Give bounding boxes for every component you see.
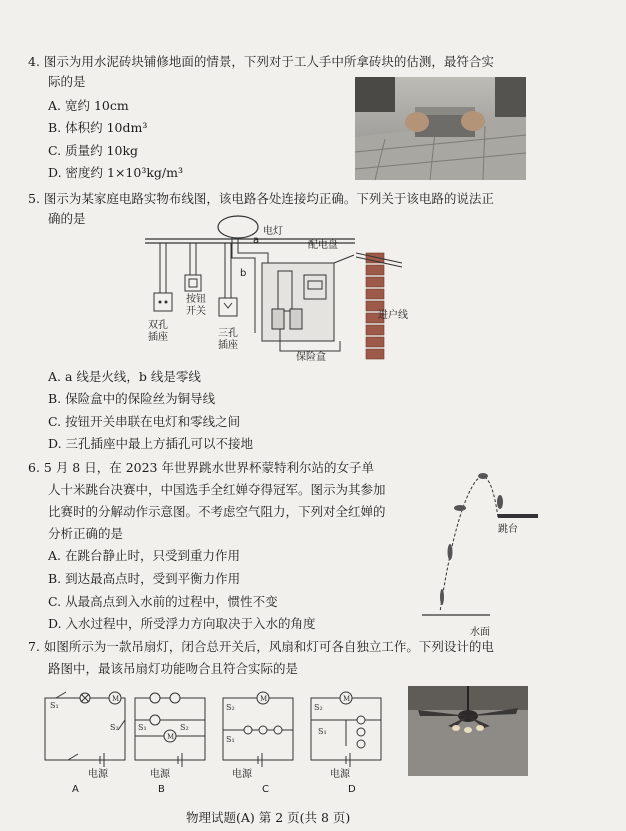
q7-circuit-b-letter: B (158, 784, 165, 795)
svg-text:M: M (112, 695, 120, 703)
q6-stem-line3: 比赛时的分解动作示意图。不考虑空气阻力，下列对全红婵的 (48, 504, 386, 519)
q5-option-d: D. 三孔插座中最上方插孔可以不接地 (48, 436, 254, 451)
q4-option-b: B. 体积约 10dm³ (48, 120, 148, 135)
q7-circuit-d-letter: D (348, 784, 356, 795)
q5-label-button: 按钮 开关 (186, 294, 206, 317)
q4-option-a: A. 宽约 10cm (48, 98, 129, 113)
q5-option-a: A. a 线是火线，b 线是零线 (48, 369, 201, 384)
q5-label-three-hole: 三孔 插座 (218, 328, 238, 351)
q5-label-service-line: 进户线 (378, 310, 408, 321)
svg-text:S₂: S₂ (226, 703, 235, 712)
q6-label-water: 水面 (470, 627, 490, 638)
svg-text:M: M (260, 695, 268, 703)
q6-stem-line4: 分析正确的是 (48, 526, 124, 541)
q6-stem-line2: 人十米跳台决赛中，中国选手全红婵夺得冠军。图示为其参加 (48, 482, 386, 497)
svg-text:S₁: S₁ (50, 701, 59, 710)
q6-stem-line1: 6. 5 月 8 日，在 2023 年世界跳水世界杯蒙特利尔站的女子单 (28, 460, 374, 475)
q7-stem-line1: 7. 如图所示为一款吊扇灯，闭合总开关后，风扇和灯可各自独立工作。下列设计的电 (28, 639, 494, 654)
q5-option-b: B. 保险盒中的保险丝为铜导线 (48, 391, 216, 406)
q7-circuit-c-letter: C (262, 784, 269, 795)
q4-option-d: D. 密度约 1×10³kg/m³ (48, 165, 183, 180)
q5-label-b: b (240, 268, 247, 279)
q7-stem-line2: 路图中，最该吊扇灯功能吻合且符合实际的是 (48, 661, 299, 676)
q7-circuit-c (218, 690, 298, 790)
q6-dive-diagram (420, 462, 540, 622)
q7-circuit-b (130, 690, 210, 790)
q5-label-panel: 配电盘 (308, 240, 338, 251)
q7-circuit-c-source: 电源 (232, 769, 252, 780)
svg-text:S₁: S₁ (318, 727, 327, 736)
q6-option-d: D. 入水过程中，所受浮力方向取决于入水的角度 (48, 616, 316, 631)
q7-circuit-a (40, 690, 130, 790)
q4-brick-photo (355, 77, 526, 180)
q6-label-platform: 跳台 (498, 524, 518, 535)
q5-option-c: C. 按钮开关串联在电灯和零线之间 (48, 414, 241, 429)
svg-text:S₂: S₂ (180, 723, 189, 732)
svg-text:S₂: S₂ (314, 703, 323, 712)
svg-text:S₁: S₁ (138, 723, 147, 732)
svg-text:M: M (343, 695, 351, 703)
q7-circuit-a-source: 电源 (88, 769, 108, 780)
q4-stem-line1: 4. 图示为用水泥砖块铺修地面的情景，下列对于工人手中所拿砖块的估测，最符合实 (28, 54, 494, 69)
svg-text:S₁: S₁ (226, 735, 235, 744)
q4-option-c: C. 质量约 10kg (48, 143, 139, 158)
q4-stem-line2: 际的是 (48, 74, 86, 89)
q5-label-lamp: 电灯 (263, 226, 283, 237)
q7-circuit-d-source: 电源 (330, 769, 350, 780)
q6-option-c: C. 从最高点到入水前的过程中，惯性不变 (48, 594, 278, 609)
q5-stem-line1: 5. 图示为某家庭电路实物布线图，该电路各处连接均正确。下列关于该电路的说法正 (28, 191, 494, 206)
q5-label-fuse-box: 保险盒 (296, 352, 326, 363)
q7-circuit-a-letter: A (72, 784, 79, 795)
q5-stem-line2: 确的是 (48, 211, 86, 226)
q6-option-a: A. 在跳台静止时，只受到重力作用 (48, 548, 240, 563)
q5-label-a: a (253, 235, 260, 246)
q7-ceiling-fan-photo (408, 686, 528, 776)
svg-text:M: M (167, 733, 175, 741)
q5-label-two-hole: 双孔 插座 (148, 320, 168, 343)
q6-option-b: B. 到达最高点时，受到平衡力作用 (48, 571, 241, 586)
svg-text:S₂: S₂ (110, 723, 119, 732)
q7-circuit-b-source: 电源 (150, 769, 170, 780)
page-footer: 物理试题(A) 第 2 页(共 8 页) (186, 810, 351, 825)
